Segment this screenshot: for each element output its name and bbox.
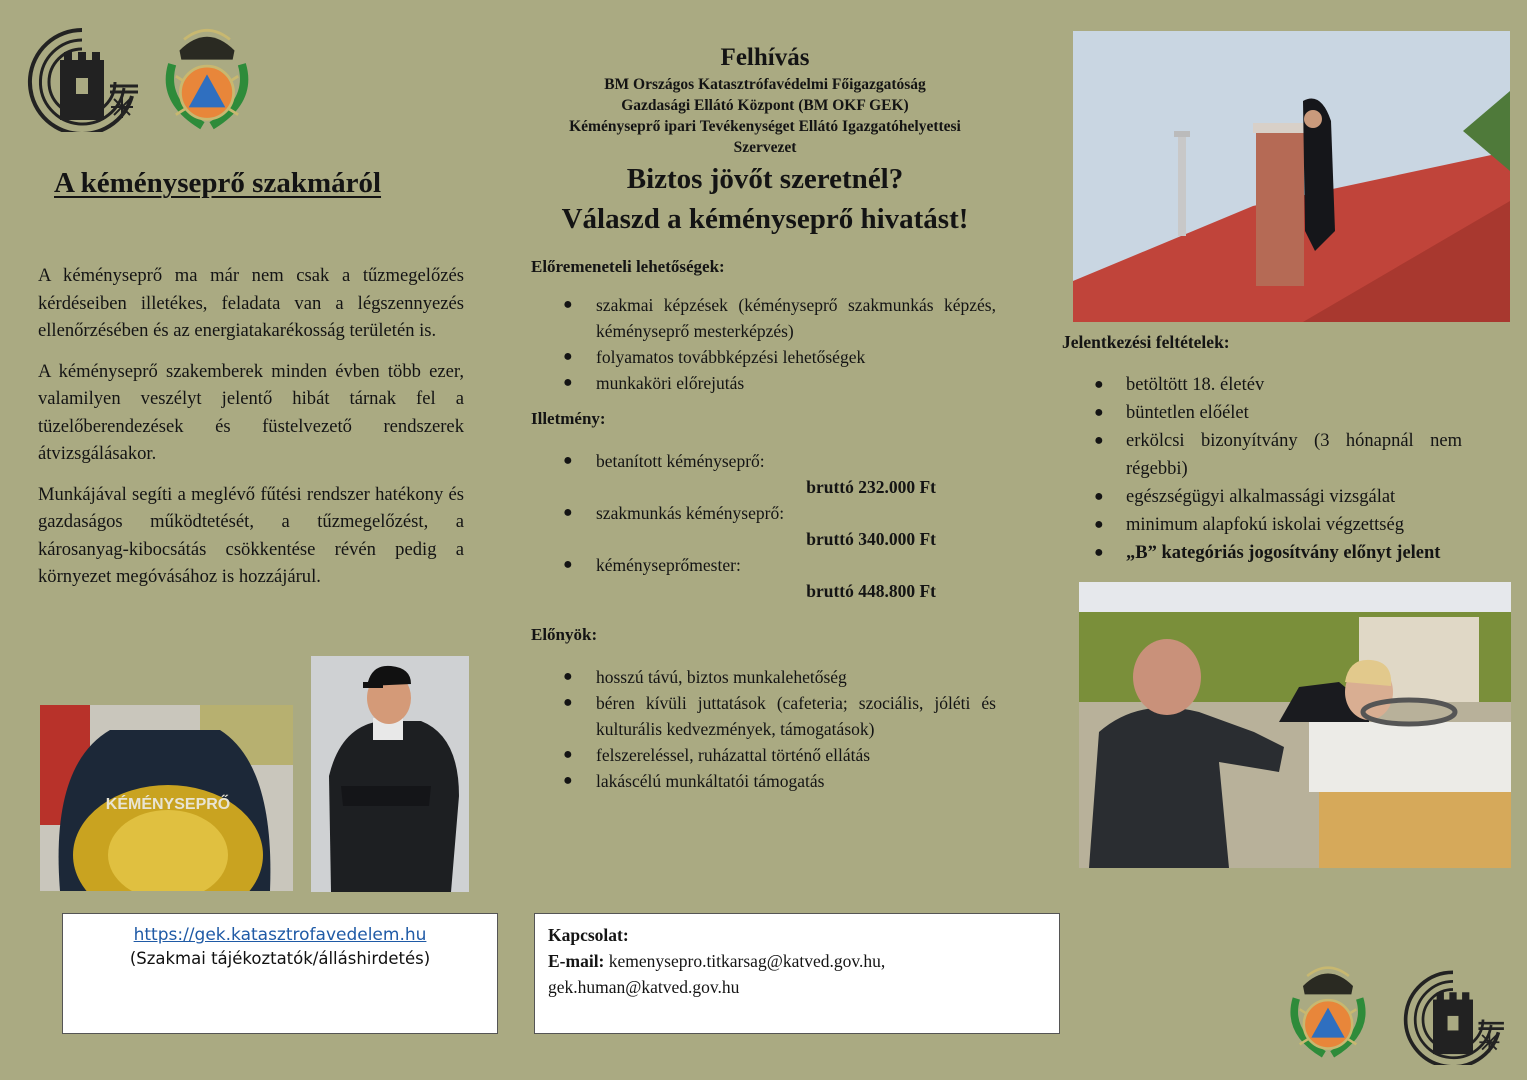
bullet-icon: ● — [563, 348, 573, 365]
list-item — [531, 500, 996, 552]
svg-text:KÉMÉNYSEPRŐ: KÉMÉNYSEPRŐ — [105, 796, 231, 813]
website-link[interactable]: https://gek.katasztrofavedelem.hu — [133, 925, 427, 945]
requirements-list — [1062, 371, 1512, 567]
list-item: ● büntetlen előélet — [1062, 399, 1512, 427]
email-address[interactable]: kemenysepro.titkarsag@katved.gov.hu, — [604, 951, 886, 971]
salary-amount: bruttó 448.800 Ft — [806, 581, 936, 601]
org-line: BM Országos Katasztrófavédelmi Főigazgatóság — [604, 76, 926, 93]
list-item: ● lakáscélú munkáltatói támogatás — [531, 768, 996, 794]
list-item — [531, 552, 996, 604]
bullet-icon: ● — [1094, 516, 1104, 533]
contact-box — [534, 913, 1060, 1034]
list-item — [531, 448, 996, 500]
section-title-requirements: Jelentkezési feltételek: — [1062, 332, 1230, 352]
list-item: ● hosszú távú, biztos munkalehetőség — [531, 664, 996, 690]
salary-role: szakmunkás kéményseprő: — [596, 503, 785, 523]
bullet-icon: ● — [563, 746, 573, 763]
salary-list — [531, 448, 996, 604]
profession-description — [38, 262, 464, 604]
contact-title: Kapcsolat: — [548, 925, 629, 945]
disaster-management-emblem — [1278, 955, 1378, 1067]
salary-amount: bruttó 340.000 Ft — [806, 529, 936, 549]
org-line: Gazdasági Ellátó Központ (BM OKF GEK) — [621, 97, 909, 114]
paragraph: A kéményseprő szakemberek minden évben több ezer, valamilyen veszélyt jelentő hibát tárnak fel a tüzelőberendezések és füstelvezető rendszerek átvizsgálásakor. — [38, 360, 464, 464]
list-item: ● erkölcsi bizonyítvány (3 hónapnál nem régebbi) — [1062, 427, 1512, 483]
section-title-benefits: Előnyök: — [531, 625, 598, 644]
bullet-icon: ● — [1094, 488, 1104, 505]
gek-chimney-logo — [22, 22, 142, 132]
list-item: ● egészségügyi alkalmassági vizsgálat — [1062, 483, 1512, 511]
org-line: Kéményseprő ipari Tevékenységet Ellátó Igazgatóhelyettesi — [569, 118, 961, 135]
section-title-advancement: Előremeneteli lehetőségek: — [531, 257, 725, 276]
section-title-salary: Illetmény: — [531, 409, 606, 428]
application-requirements — [1062, 331, 1512, 579]
photo-chimney-sweep-roof — [1073, 31, 1510, 322]
list-item: ● folyamatos továbbképzési lehetőségek — [531, 344, 996, 370]
announcement-header — [520, 42, 1010, 238]
paragraph: A kéményseprő ma már nem csak a tűzmegelőzés kérdéseiben illetékes, feladata van a légszennyezés ellenőrzésében és az energiatakarékosság területén is. — [38, 265, 464, 341]
slogan-call: Válaszd a kéményseprő hivatást! — [561, 203, 969, 235]
photo-chimney-sweep-jacket — [40, 705, 293, 891]
bullet-icon: ● — [1094, 404, 1104, 421]
bullet-icon: ● — [1094, 432, 1104, 449]
website-description: (Szakmai tájékoztatók/álláshirdetés) — [129, 949, 431, 968]
benefits-list — [531, 664, 996, 794]
gek-chimney-logo — [1398, 965, 1508, 1065]
list-item: ● „B” kategóriás jogosítvány előnyt jelent — [1062, 539, 1512, 567]
bullet-icon: ● — [1094, 544, 1104, 561]
disaster-management-emblem — [152, 22, 262, 134]
list-item: ● minimum alapfokú iskolai végzettség — [1062, 511, 1512, 539]
org-line: Szervezet — [733, 139, 797, 156]
bullet-icon: ● — [563, 296, 573, 313]
list-item: ● szakmai képzések (kéményseprő szakmunkás képzés, kéményseprő mesterképzés) — [531, 292, 996, 344]
photo-chimney-sweep-portrait — [311, 656, 469, 892]
list-item: ● felszereléssel, ruházattal történő ellátás — [531, 742, 996, 768]
bullet-icon: ● — [563, 668, 573, 685]
advancement-list — [531, 292, 996, 396]
bullet-icon: ● — [563, 374, 573, 391]
announcement-title: Felhívás — [720, 44, 810, 71]
photo-chimney-sweeps-at-work — [1079, 582, 1511, 868]
paragraph: Munkájával segíti a meglévő fűtési rendszer hatékony és gazdaságos működtetését, a tűzmegelőzést, a károsanyag-kibocsátás csökkentése révén pedig a környezet megóvásához is hozzájárul. — [38, 483, 464, 587]
salary-amount: bruttó 232.000 Ft — [806, 477, 936, 497]
email-address[interactable]: gek.human@katved.gov.hu — [548, 977, 740, 997]
list-item: ● béren kívüli juttatások (cafeteria; szociális, jóléti és kulturális kedvezmények, támogatások) — [531, 690, 996, 742]
bullet-icon: ● — [563, 504, 573, 521]
salary-role: betanított kéményseprő: — [596, 451, 765, 471]
section-title-profession: A kéményseprő szakmáról — [54, 167, 382, 199]
email-label: E-mail: — [548, 951, 605, 971]
list-item: ● munkaköri előrejutás — [531, 370, 996, 396]
bullet-icon: ● — [563, 772, 573, 789]
bullet-icon: ● — [1094, 376, 1104, 393]
job-details — [531, 256, 996, 806]
list-item: ● betöltött 18. életév — [1062, 371, 1512, 399]
slogan-question: Biztos jövőt szeretnél? — [626, 163, 904, 195]
bullet-icon: ● — [563, 556, 573, 573]
bullet-icon: ● — [563, 694, 573, 711]
salary-role: kéményseprőmester: — [596, 555, 741, 575]
bullet-icon: ● — [563, 452, 573, 469]
website-box — [62, 913, 498, 1034]
